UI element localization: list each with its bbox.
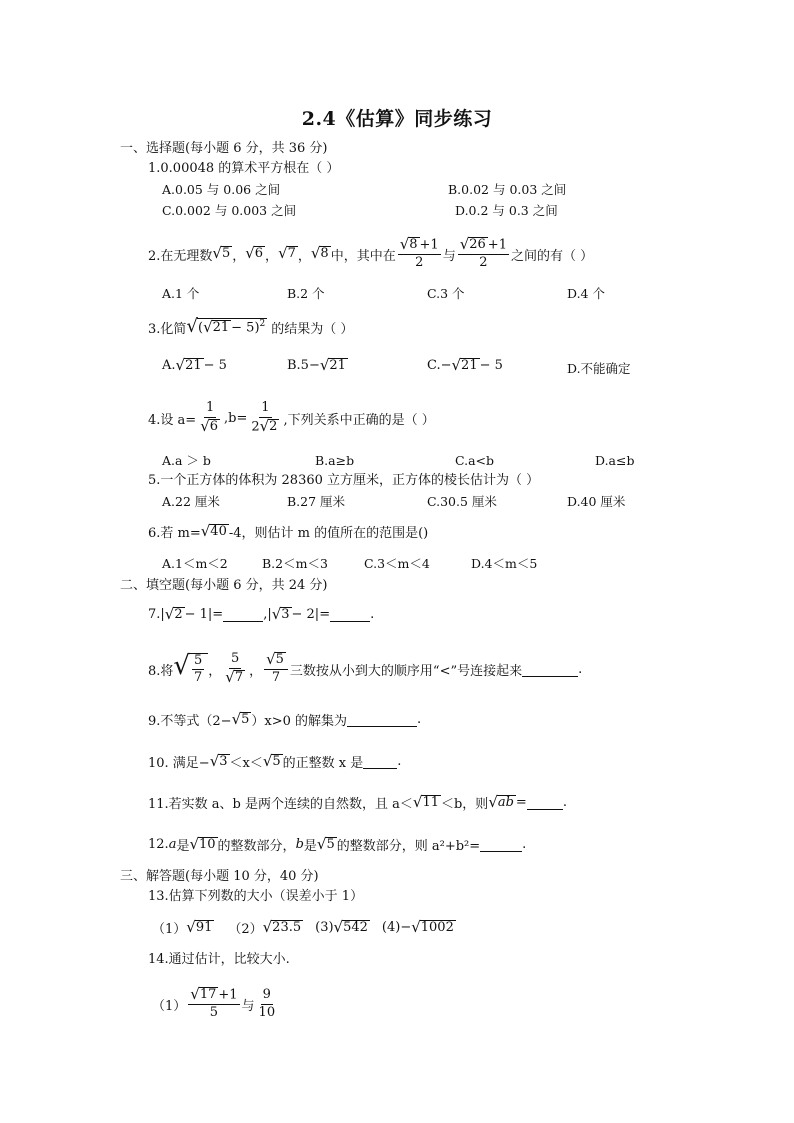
q4-option-a: A.a ＞ b bbox=[162, 453, 211, 468]
q2-option-b: B.2 个 bbox=[287, 286, 325, 301]
fraction: √ 8 +1 2 bbox=[399, 235, 439, 271]
q3-option-a: A. √ 21 − 5 bbox=[162, 356, 227, 374]
question-14-stem: 14.通过估计，比较大小. bbox=[148, 952, 290, 967]
q1-option-b: B.0.02 与 0.03 之间 bbox=[448, 182, 567, 197]
radical: √ 5 bbox=[212, 244, 231, 263]
page-title: 2.4《估算》同步练习 bbox=[301, 108, 493, 130]
answer-blank[interactable] bbox=[527, 795, 563, 810]
q2-option-a: A.1 个 bbox=[162, 286, 200, 301]
fraction: √ 17 +1 5 bbox=[190, 985, 238, 1021]
question-7: 7.| √ 2 − 1|= ,| √ 3 − 2|= . bbox=[148, 605, 375, 623]
q6-option-d: D.4＜m＜5 bbox=[471, 556, 538, 571]
fraction: $\frac{9}{10}$ bbox=[258, 987, 276, 1020]
q6-option-a: A.1＜m＜2 bbox=[162, 556, 228, 571]
question-10: 10. 满足− √ 3 ＜x＜ √ 5 的正整数 x 是 . bbox=[148, 751, 402, 771]
question-5-stem: 5.一个正方体的体积为 28360 立方厘米，正方体的棱长估计为（ ） bbox=[148, 473, 540, 488]
question-8: 8.将 √ $\frac{5}{7}$ ， 5 √ 7 ， √ 5 7 三数按从小到大的顺序用“<”号连接起来 . bbox=[148, 650, 583, 686]
question-3-stem: 3.化简 √ ( √ 21 − 5)$^2$ 的结果为（ ） bbox=[148, 315, 354, 337]
answer-blank[interactable] bbox=[363, 754, 397, 769]
radical: √ 6 bbox=[245, 244, 264, 263]
radical: √ 7 bbox=[278, 244, 296, 263]
q4-option-d: D.a≤b bbox=[595, 453, 635, 468]
q5-option-d: D.40 厘米 bbox=[567, 494, 626, 509]
question-14-item-1: （1） √ 17 +1 5 与 $\frac{9}{10}$ bbox=[152, 985, 276, 1021]
q3-option-c: C.− √ 21 − 5 bbox=[427, 356, 503, 374]
answer-blank[interactable] bbox=[330, 607, 370, 622]
q2-option-d: D.4 个 bbox=[567, 286, 605, 301]
question-13-stem: 13.估算下列数的大小（误差小于 1） bbox=[148, 889, 364, 904]
section-heading-solve: 三、解答题(每小题 10 分，40 分) bbox=[120, 869, 319, 884]
radical: √ ( √ 21 − 5)$^2$ bbox=[186, 315, 266, 337]
answer-blank[interactable] bbox=[347, 712, 417, 727]
answer-blank[interactable] bbox=[522, 662, 578, 677]
fraction: 1 2 √ 2 bbox=[251, 400, 278, 435]
q5-option-a: A.22 厘米 bbox=[162, 494, 220, 509]
question-9: 9.不等式（2− √ 5 ）x>0 的解集为 . bbox=[148, 709, 422, 729]
q3-option-b: B.5− √ 21 bbox=[287, 356, 346, 374]
q6-option-b: B.2＜m＜3 bbox=[262, 556, 328, 571]
question-4-stem: 4.设 a= 1 √ 6 ,b= 1 2 √ 2 ,下列关系中正确的是（ ） bbox=[148, 400, 435, 435]
question-2-stem: 2.在无理数 √ 5 ， √ 6 ， √ 7 ， √ 8 中，其中在 √ 8 +1 2 与 √ 26 +1 2 之间的有（ ） bbox=[148, 235, 594, 271]
question-12: 12. a 是 √ 10 的整数部分， b 是 √ 5 的整数部分，则 a²+b²= . bbox=[148, 834, 527, 854]
question-13-items: （1） √ 91 （2） √ 23.5 (3) √ 542 (4)− √ 1002 bbox=[152, 917, 454, 937]
section-heading-fill: 二、填空题(每小题 6 分，共 24 分) bbox=[120, 578, 328, 593]
fraction: √ 26 +1 2 bbox=[459, 235, 507, 271]
question-11: 11.若实数 a、b 是两个连续的自然数，且 a＜ √ 11 ＜b，则 √ ab = . bbox=[148, 792, 567, 812]
answer-blank[interactable] bbox=[223, 607, 263, 622]
q6-option-c: C.3＜m＜4 bbox=[364, 556, 430, 571]
radical: √ 8 bbox=[310, 244, 329, 263]
fraction: √ 5 7 bbox=[264, 652, 288, 685]
fraction: 1 √ 6 bbox=[200, 400, 218, 435]
q1-option-a: A.0.05 与 0.06 之间 bbox=[162, 182, 281, 197]
section-heading-choice: 一、选择题(每小题 6 分，共 36 分) bbox=[120, 141, 328, 156]
q4-option-c: C.a<b bbox=[455, 453, 495, 468]
q3-option-d: D.不能确定 bbox=[567, 361, 631, 376]
q5-option-b: B.27 厘米 bbox=[287, 494, 346, 509]
q2-option-c: C.3 个 bbox=[427, 286, 465, 301]
question-1-stem: 1.0.00048 的算术平方根在（ ） bbox=[148, 161, 340, 176]
q1-option-d: D.0.2 与 0.3 之间 bbox=[455, 203, 558, 218]
fraction: 5 √ 7 bbox=[225, 651, 244, 686]
question-6-stem: 6.若 m= √ 40 -4，则估计 m 的值所在的范围是() bbox=[148, 521, 429, 541]
q1-option-c: C.0.002 与 0.003 之间 bbox=[162, 203, 297, 218]
q5-option-c: C.30.5 厘米 bbox=[427, 494, 497, 509]
answer-blank[interactable] bbox=[480, 837, 522, 852]
q4-option-b: B.a≥b bbox=[315, 453, 355, 468]
